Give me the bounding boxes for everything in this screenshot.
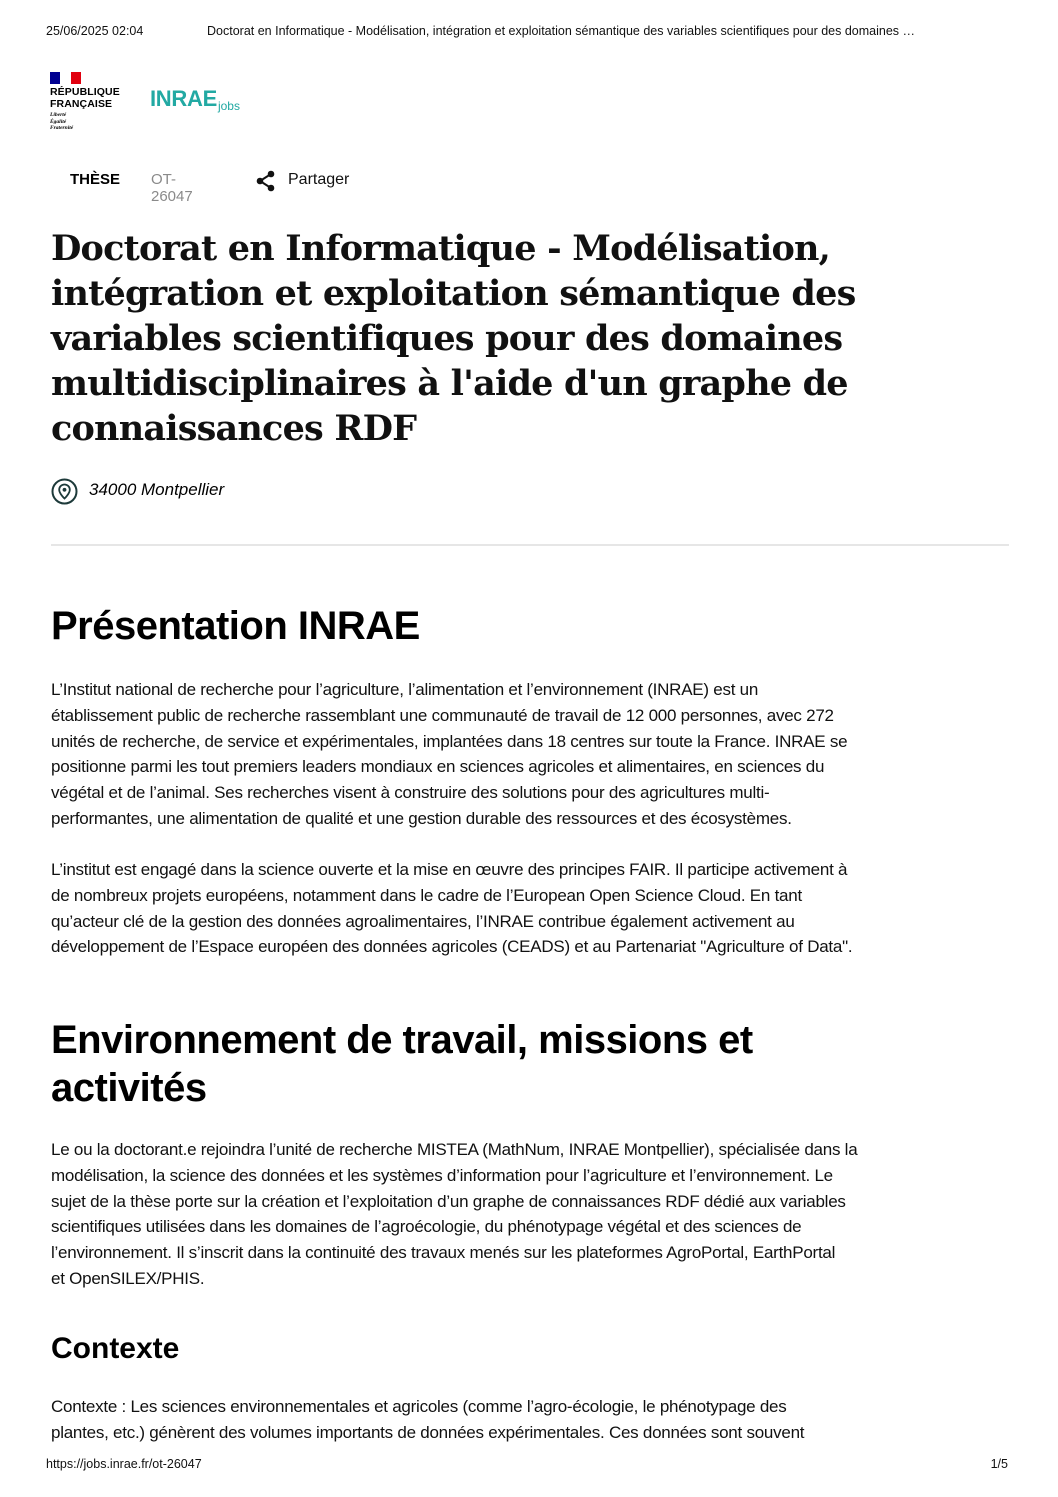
- inrae-jobs-logo[interactable]: [150, 86, 240, 116]
- job-type-label: THÈSE: [70, 171, 121, 188]
- print-page-title: Doctorat en Informatique - Modélisation, intégration et exploitation sémantique des variables scientifiques pour des domaines …: [207, 24, 916, 38]
- context-heading: Contexte: [51, 1332, 180, 1365]
- job-title-line: connaissances RDF: [51, 408, 417, 449]
- job-title-line: variables scientifiques pour des domaines: [51, 318, 843, 359]
- republique-francaise-wordmark: RÉPUBLIQUE FRANÇAISE: [50, 86, 120, 110]
- section-divider: [51, 544, 1009, 546]
- jobs-wordmark: jobs: [217, 99, 240, 113]
- share-button[interactable]: Partager: [288, 171, 350, 188]
- environment-paragraph: Le ou la doctorant.e rejoindra l’unité de recherche MISTEA (MathNum, INRAE Montpellier), spécialisée dans la modélisation, la science des données et les systèmes d’information pour l’agriculture et l’environnement. Le sujet de la thèse porte sur la création et l’exploitation d’un graphe de connaissances RDF dédié aux variables scientifiques utilisées dans les domaines de l’agroécologie, du phénotypage végétal et des sciences de l’environnement. Il s’inscrit dans la continuité des travaux menés sur les plateformes AgroPortal, EarthPortal et OpenSILEX/PHIS.: [51, 1140, 858, 1288]
- job-title-line: Doctorat en Informatique - Modélisation,: [51, 228, 831, 269]
- environment-heading: Environnement de travail, missions et activités: [51, 1018, 753, 1110]
- page-counter: 1/5: [990, 1457, 1008, 1471]
- print-url[interactable]: https://jobs.inrae.fr/ot-26047: [46, 1457, 202, 1471]
- share-icon[interactable]: [256, 170, 276, 192]
- presentation-heading: Présentation INRAE: [51, 604, 420, 648]
- location-text: 34000 Montpellier: [89, 480, 225, 499]
- location-pin-icon: [51, 478, 78, 505]
- republique-motto: Liberté Égalité Fraternité: [50, 112, 74, 131]
- presentation-paragraph-2: L’institut est engagé dans la science ouverte et la mise en œuvre des principes FAIR. Il participe activement à de nombreux projets européens, notamment dans le cadre de l’European Open Science Cloud. En tant qu’acteur clé de la gestion des données agroalimentaires, l’INRAE contribue également activement au développement de l’Espace européen des données agricoles (CEADS) et au Partenariat "Agriculture of Data".: [51, 860, 853, 957]
- republique-francaise-logo: [50, 72, 130, 138]
- job-reference: OT-26047: [151, 171, 193, 205]
- job-title-line: multidisciplinaires à l'aide d'un graphe de: [51, 363, 848, 404]
- job-title-line: intégration et exploitation sémantique des: [51, 273, 856, 314]
- context-paragraph: Contexte : Les sciences environnementales et agricoles (comme l’agro-écologie, le phénotypage des plantes, etc.) génèrent des volumes importants de données expérimentales. Ces données sont souvent: [51, 1397, 805, 1442]
- print-date: 25/06/2025 02:04: [46, 24, 144, 38]
- presentation-paragraph-1: L’Institut national de recherche pour l’agriculture, l’alimentation et l’environnement (INRAE) est un établissement public de recherche rassemblant une communauté de travail de 12 000 personnes, avec 272 unités de recherche, de service et expérimentales, implantées dans 18 centres sur toute la France. INRAE se positionne parmi les tout premiers leaders mondiaux en sciences agricoles et alimentaires, en sciences du végétal et de l’animal. Ses recherches visent à construire des solutions pour des agricultures multi- performantes, une alimentation de qualité et une gestion durable des ressources et des écosystèmes.: [51, 680, 848, 828]
- print-header: [46, 24, 1012, 44]
- job-title: [51, 226, 951, 451]
- french-flag-icon: [50, 72, 81, 84]
- print-footer: [46, 1457, 1012, 1477]
- inrae-wordmark: INRAE: [150, 86, 217, 111]
